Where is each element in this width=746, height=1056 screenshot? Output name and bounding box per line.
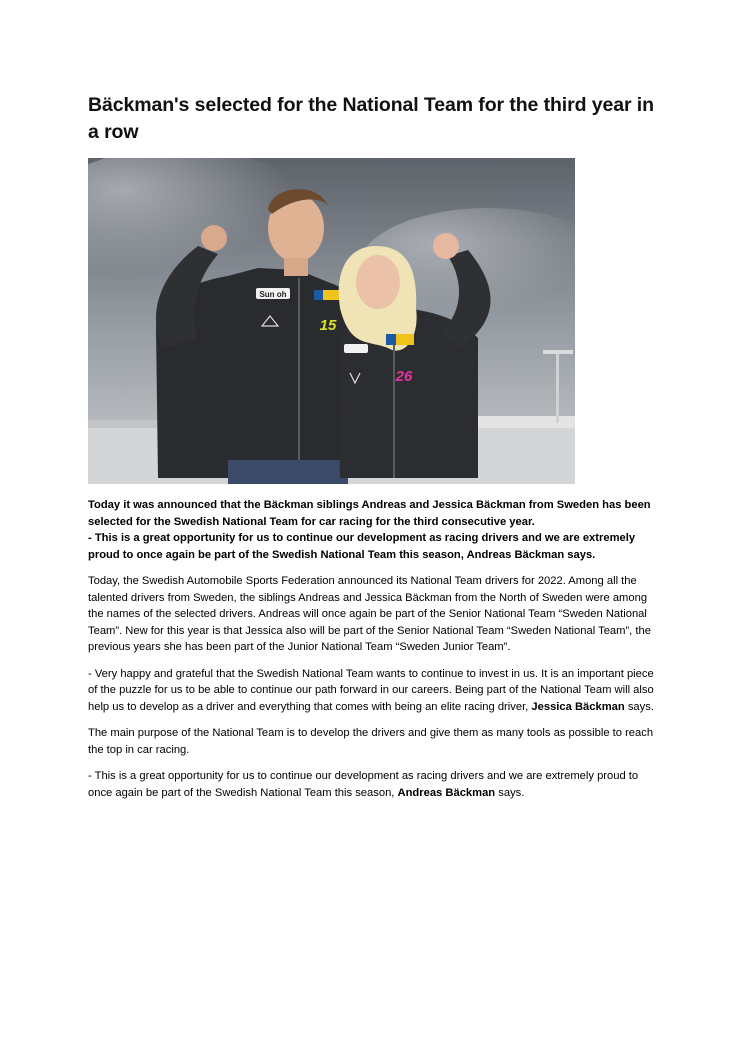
- number-right-text: 26: [395, 368, 413, 385]
- number-left-text: 15: [319, 317, 337, 334]
- quote-jessica-tail: says.: [627, 700, 654, 713]
- lead-quote: - This is a great opportunity for us to continue our development as racing drivers and we are extremely proud to once again be part of the Swedish National Team this season, Andreas Bäckman says.: [88, 532, 636, 561]
- body-paragraph-1: Today, the Swedish Automobile Sports Federation announced its National Team drivers for 2022. Among all the talented drivers from Sweden, the siblings Andreas and Jessica Bäckman from the North of Sweden were among the names of the selected drivers. Andreas will once again be part of the Senior National Team “Sweden National Team”. New for this year is that Jessica also will be part of the Senior National Team “Sweden National Team”, the previous years she has been part of the Junior National Team “Sweden Junior Team”.: [88, 575, 651, 653]
- female-face: [356, 255, 400, 309]
- body-paragraph-4: [88, 768, 658, 801]
- quote-andreas-name: Andreas Bäckman: [397, 786, 496, 799]
- quote-jessica-name: Jessica Bäckman: [531, 700, 625, 713]
- photo-illustration: [88, 158, 575, 484]
- patch-sunoh-text: Sun oh: [259, 290, 287, 299]
- lead-sentence-1: Today it was announced that the Bäckman siblings Andreas and Jessica Bäckman from Sweden has been selected for the Swedish National Team for car racing for the third consecutive year.: [88, 499, 651, 528]
- quote-andreas-tail: says.: [498, 786, 525, 799]
- right-fist: [433, 233, 459, 259]
- drivers-photo: [88, 158, 575, 484]
- lead-paragraph: [88, 497, 658, 563]
- body-paragraph-3: The main purpose of the National Team is to develop the drivers and give them as many tools as possible to reach the top in car racing.: [88, 727, 654, 756]
- quote-andreas-text: - This is a great opportunity for us to continue our development as racing drivers and we are extremely proud to once again be part of the Swedish National Team this season,: [88, 770, 639, 799]
- left-fist: [201, 225, 227, 251]
- article: [88, 92, 658, 801]
- article-title: Bäckman's selected for the National Team for the third year in a row: [88, 94, 654, 143]
- quote-jessica-text: - Very happy and grateful that the Swedish National Team wants to continue to invest in us. It is an important piece of the puzzle for us to be able to continue our path forward in our careers. Being part of the National Team will also help us to develop as a driver and everything that comes with being an elite racing driver,: [88, 667, 654, 713]
- body-paragraph-2: [88, 666, 658, 716]
